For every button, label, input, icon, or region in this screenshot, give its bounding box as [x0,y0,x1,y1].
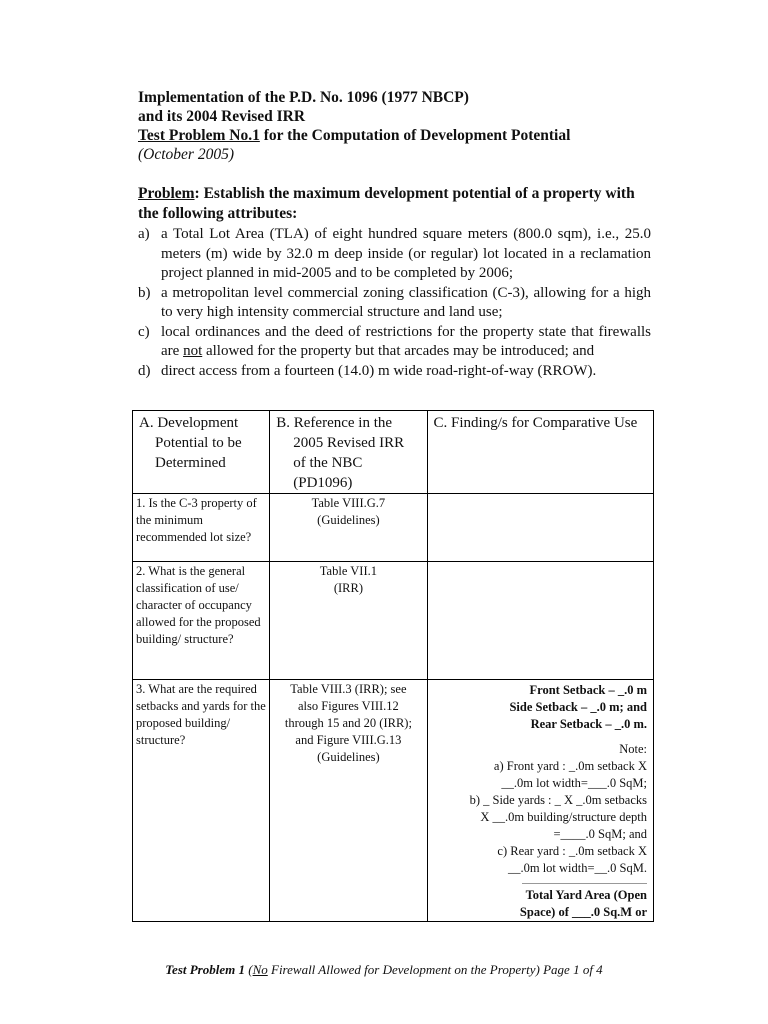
finding-cell [427,562,653,680]
header-b-line: of the NBC [293,455,363,471]
side-setback: Side Setback – _.0 m; and [509,700,647,714]
problem-label: Problem [138,185,195,202]
divider [522,883,647,884]
page-footer [0,962,768,978]
question-cell: 1. Is the C-3 property of the minimum recommended lot size? [133,494,270,562]
list-item [138,323,651,362]
reference-line: through 15 and 20 (IRR); [284,716,412,730]
table-row [133,562,654,680]
header-date: (October 2005) [138,146,234,163]
header-c-line: C. Finding/s for Comparative Use [433,415,638,431]
footer-title: Test Problem 1 [165,962,245,977]
list-item-label: a) [138,226,150,242]
front-setback: Front Setback – _.0 m [529,683,647,697]
list-item-label: b) [138,284,151,301]
note-line: c) Rear yard : _.0m setback X [497,844,647,858]
reference-cell [270,680,427,922]
note-line: =____.0 SqM; and [553,827,647,841]
table-header-row [133,411,654,494]
list-item-text: a Total Lot Area (TLA) of eight hundred square meters (800.0 sqm), i.e., 25.0 meters (m) wide by 32.0 m deep inside (or regular) lot located in a reclamation project planned in mid-2005 and to be completed by 2006; [161,226,651,281]
header-a-line: A. Development [139,415,239,431]
list-item-label: c) [138,323,150,340]
question-cell: 2. What is the general classification of use/ character of occupancy allowed for the proposed building/ structure? [133,562,270,680]
finding-cell [427,494,653,562]
footer-paren: ( [244,962,253,977]
list-item-text: a metropolitan level commercial zoning classification (C-3), allowing for a high to very high intensity commercial structure and land use; [161,284,651,320]
list-item-text [161,323,651,362]
header-b-line: (PD1096) [293,475,353,491]
reference-line: Table VIII.3 (IRR); see [290,682,407,696]
reference-line: (IRR) [333,581,363,595]
header-line-2: and its 2004 Revised IRR [138,108,306,125]
header-a-line: Determined [155,455,226,471]
list-item [138,362,651,382]
reference-cell [270,494,427,562]
note-line: a) Front yard : _.0m setback X [493,759,647,773]
list-item-text-part: local ordinances and the deed of restrictions for the property state that firewalls are [161,323,651,359]
header-cell-c [427,411,653,494]
header-line-3 [138,126,738,145]
header-cell-b [270,411,427,494]
reference-cell [270,562,427,680]
table-row [133,680,654,922]
header-b-line: B. Reference in the [276,415,393,431]
problem-statement [138,184,650,224]
list-item-text: direct access from a fourteen (14.0) m wide road-right-of-way (RROW). [161,362,597,379]
not-emphasis: not [183,343,203,359]
header-cell-a [133,411,270,494]
total-yard-area: Space) of ___.0 Sq.M or [519,905,647,919]
question-cell: 3. What are the required setbacks and yards for the proposed building/ structure? [133,680,270,922]
reference-line: (Guidelines) [317,513,380,527]
development-potential-table [132,410,654,922]
list-item [138,284,651,323]
table-row [133,494,654,562]
note-line: __.0m lot width=__.0 SqM. [507,861,647,875]
problem-text: : Establish the maximum development potential of a property with the following attributes: [138,185,635,222]
note-line: __.0m lot width=___.0 SqM; [501,776,647,790]
footer-no: No [252,962,268,977]
header-b-line: 2005 Revised IRR [293,435,405,451]
list-item [138,225,651,284]
attribute-list [138,225,651,381]
total-yard-area: Total Yard Area (Open [525,888,647,902]
note-line: b) _ Side yards : _ X _.0m setbacks [469,793,647,807]
reference-line: also Figures VIII.12 [297,699,399,713]
list-item-text-part: allowed for the property but that arcades may be introduced; and [202,343,595,359]
test-problem-label: Test Problem No.1 [138,127,260,144]
footer-rest: Firewall Allowed for Development on the Property) Page 1 of 4 [267,962,603,977]
header-line-1: Implementation of the P.D. No. 1096 (1977 NBCP) [138,89,469,106]
reference-line: Table VIII.G.7 [311,496,386,510]
note-label: Note: [619,742,647,756]
header-a-line: Potential to be [155,435,242,451]
finding-cell [427,680,653,922]
reference-line: Table VII.1 [319,564,377,578]
header-line-3-rest: for the Computation of Development Potential [259,127,571,144]
rear-setback: Rear Setback – _.0 m. [530,717,647,731]
reference-line: (Guidelines) [317,750,380,764]
list-item-label: d) [138,362,151,379]
document-header [138,88,738,164]
reference-line: and Figure VIII.G.13 [295,733,402,747]
note-line: X __.0m building/structure depth [480,810,647,824]
